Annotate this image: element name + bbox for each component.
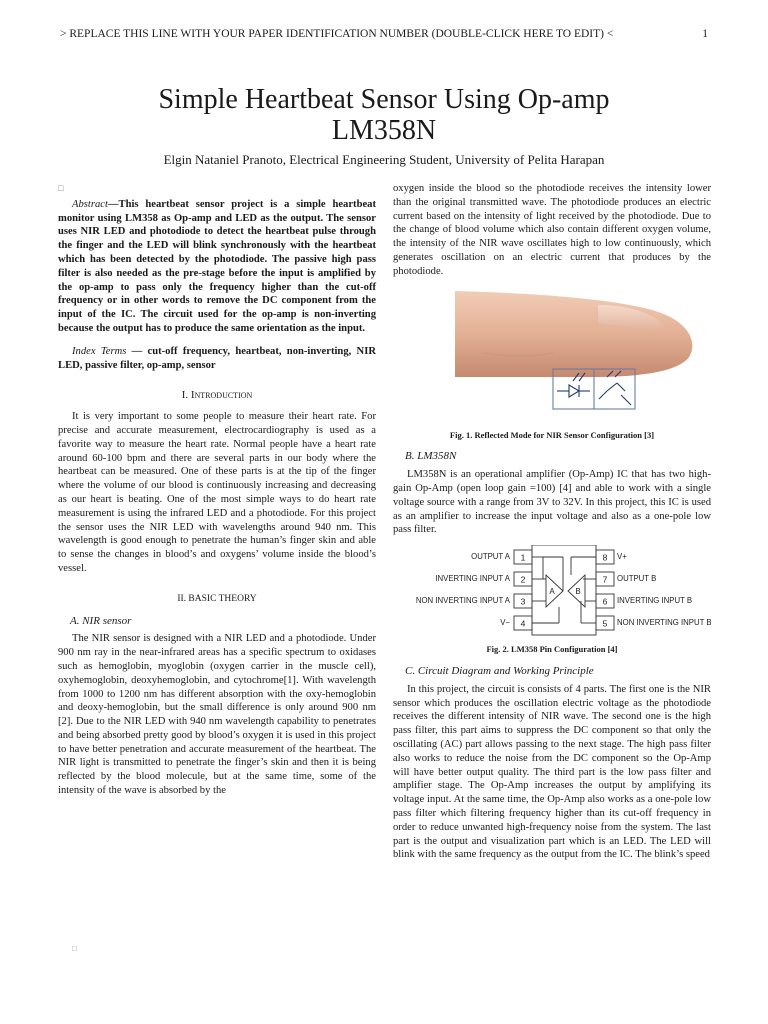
title-line-1: Simple Heartbeat Sensor Using Op-amp <box>158 84 610 115</box>
finger-shape <box>455 291 692 377</box>
index-terms <box>58 345 376 373</box>
op-amp-a-label: A <box>549 587 555 597</box>
nir-sensor-paragraph-continued: oxygen inside the blood so the photodiode receives the intensity lower than the original transmitted wave. The photodiode produces an electric current based on the intensity of light received by the photodiode. Due to the change of blood volume which also contain different oxygen volume, the intensity of the NIR wave oscillates high to low continuously, which generates oscillation on an electric current that produces by the photodiode. <box>393 183 711 277</box>
running-header <box>60 28 720 40</box>
abstract <box>58 198 376 336</box>
lm358n-paragraph: LM358N is an operational amplifier (Op-Amp) IC that has two high-gain Op-Amp (open loop gain =100) [4] and able to work with a single voltage source with a range from 3V to 32V. In this project, this IC is used as an amplifier to increase the input voltage and also as a one-pole low pass filter. <box>393 469 711 536</box>
pin-label-4: V− <box>500 618 510 628</box>
pin-number-3: 3 <box>520 596 526 607</box>
chip-body <box>532 545 596 635</box>
pin-label-1: OUTPUT A <box>471 552 510 562</box>
pin-number-6: 6 <box>602 596 608 607</box>
abstract-label: Abstract <box>72 198 108 210</box>
abstract-text: —This heartbeat sensor project is a simple heartbeat monitor using LM358 as Op-amp and LED as the output. The sensor uses NIR LED and photodiode to detect the heartbeat pulse through the finger and the LED will blink synchronously with the heartbeat which has been detected by the photodiode. The passive high pass filter is also needed as the pre-stage before the input is amplified by the op-amp to pass only the frequency higher than the cut-off frequency or in other words to remove the DC component from the input of the IC. The circuit used for the op-amp is non-inverting because the output has to produce the same orientation as the input. <box>58 198 376 334</box>
pin-number-4: 4 <box>520 618 526 629</box>
pin-label-2: INVERTING INPUT A <box>435 574 510 584</box>
pin-label-6: INVERTING INPUT B <box>617 596 693 606</box>
paper-title <box>0 84 768 146</box>
internal-wiring <box>532 557 596 623</box>
pin-number-2: 2 <box>520 574 526 585</box>
pin-label-8: V+ <box>617 552 627 562</box>
index-terms-label: Index Terms <box>72 345 127 357</box>
pin-number-1: 1 <box>520 552 526 563</box>
pin-number-8: 8 <box>602 552 608 563</box>
subsection-heading-nir-sensor: A. NIR sensor <box>70 614 132 627</box>
right-column <box>393 182 711 862</box>
figure-2-caption: Fig. 2. LM358 Pin Configuration [4] <box>486 644 618 655</box>
section-heading-basic-theory: II. BASIC THEORY <box>177 593 257 604</box>
pin-label-5: NON INVERTING INPUT B <box>617 618 711 628</box>
pin-number-5: 5 <box>602 618 608 629</box>
figure-1-caption: Fig. 1. Reflected Mode for NIR Sensor Configuration [3] <box>449 429 655 440</box>
subsection-heading-lm358n: B. LM358N <box>405 450 457 463</box>
left-column <box>58 182 376 798</box>
figure-1-finger-sensor <box>393 291 711 423</box>
index-terms-text: — cut-off frequency, heartbeat, non-inverting, NIR LED, passive filter, op-amp, sensor <box>58 345 376 371</box>
nir-sensor-paragraph: The NIR sensor is designed with a NIR LED and a photodiode. Under 900 nm ray in the near-infrared areas has a specific spectrum to oxidases such as hemoglobin, myoglobin (oxygen carrier in the muscle cell), oxyhemoglobin, deoxyhemoglobin, and cytochrome[1]. With wavelength from 1000 to 1200 nm has different absorption with the oxy-hemoglobin and deoxy-hemoglobin, but the small difference is only around 900 nm [2]. Due to the NIR LED with 940 nm wavelength capability to penetrates and being absorbed pretty good by blood’s oxygen it is used in this project to have better penetration and accurate measurement of the heartbeat. The NIR light is transmitted to penetrate the finger’s skin and then it is being reflected by the blood molecule, but at the same time, some of the intensity of the wave is absorbed by the <box>58 633 376 797</box>
pin-label-7: OUTPUT B <box>617 574 657 584</box>
pin-label-3: NON INVERTING INPUT A <box>415 596 510 606</box>
page-number: 1 <box>702 28 708 40</box>
author-line: Elgin Nataniel Pranoto, Electrical Engineering Student, University of Pelita Harapan <box>163 152 605 167</box>
pin-number-7: 7 <box>602 574 608 585</box>
section-heading-introduction: I. Introduction <box>181 389 253 402</box>
circuit-paragraph: In this project, the circuit is consists of 4 parts. The first one is the NIR sensor which produces the oscillation electric voltage as the photodiode receives the different intensity of NIR wave. The second one is the high pass filter, this part aims to suppress the DC component so that only the oscillating (AC) part allows passing to the next stage. The high pass filter also works to reduce the noise from the DC component so the Op-Amp will have better output quality. The third part is the low pass filter and amplifier stage. The Op-Amp increases the output by amplifying its voltage input. At the same time, the Op-Amp also works as a one-pole low pass filter which filtering frequency higher than its cut-off frequency in order to reduce unwanted high-frequency noise from the system. The last part is the output and visualization part which is an LED. The LED will blink with the same frequency as the output from the IC. The blink’s speed <box>393 683 711 861</box>
header-note: > REPLACE THIS LINE WITH YOUR PAPER IDENTIFICATION NUMBER (DOUBLE-CLICK HERE TO EDIT) < <box>60 28 614 40</box>
figure-2-pin-configuration <box>393 545 711 637</box>
lm358-pinout-diagram <box>393 545 711 637</box>
placeholder-mark: □ <box>58 183 64 193</box>
bottom-placeholder-mark: □ <box>72 944 77 953</box>
subsection-heading-circuit-diagram: C. Circuit Diagram and Working Principle <box>405 664 594 677</box>
introduction-paragraph: It is very important to some people to measure their heart rate. For precise and accurate measurement, electrocardiography is used as a favorite way to measure the heart rate. Normal people have a heart rate around 60-100 bpm and there are several parts in our body where the heartbeat can be measured. One of these parts is at the tip of the finger where the volume of our blood is continuously increasing and decreasing as our heart is beating. One of the most simple ways to do heart rate measurement is using the infrared LED and a photodiode. For this project the sensor uses the NIR LED with wavelengths around 940 nm. This wavelength is good enough to penetrate the human’s finger skin and able to sense the changes in blood’s and oxygens’ volume inside the blood’s vessel. <box>58 411 376 574</box>
finger-sensor-illustration <box>393 291 711 423</box>
op-amp-b-label: B <box>575 587 581 597</box>
title-line-2: LM358N <box>331 115 437 146</box>
